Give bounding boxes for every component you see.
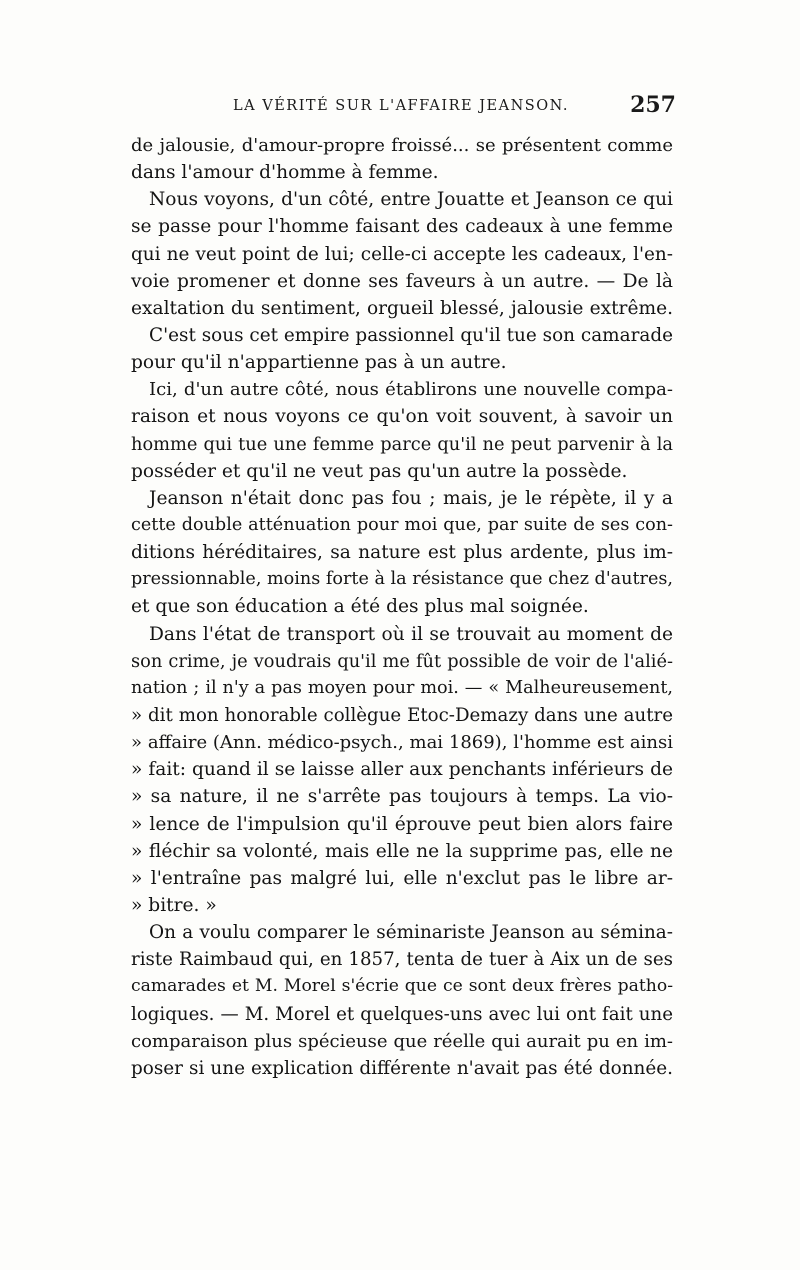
- text-line: cette double atténuation pour moi que, par suite de ses con-: [131, 514, 673, 535]
- text-line: » dit mon honorable collègue Etoc-Demazy dans une autre: [131, 704, 673, 726]
- text-line: camarades et M. Morel s'écrie que ce sont deux frères patho-: [131, 976, 673, 997]
- running-title: LA VÉRITÉ SUR L'AFFAIRE JEANSON.: [233, 98, 569, 114]
- text-line: qui ne veut point de lui; celle-ci accepte les cadeaux, l'en-: [131, 243, 673, 265]
- page-number: 257: [630, 92, 676, 118]
- text-line: » lence de l'impulsion qu'il éprouve peut bien alors faire: [131, 813, 673, 835]
- text-line: » fait: quand il se laisse aller aux penchants inférieurs de: [131, 759, 673, 781]
- text-line: se passe pour l'homme faisant des cadeaux à une femme: [131, 216, 673, 238]
- text-line: C'est sous cet empire passionnel qu'il tue son camarade: [149, 324, 673, 346]
- text-line: pressionnable, moins forte à la résistance que chez d'autres,: [131, 569, 673, 590]
- text-line: Dans l'état de transport où il se trouvait au moment de: [149, 623, 673, 645]
- running-header: [130, 92, 676, 122]
- text-line: nation ; il n'y a pas moyen pour moi. — « Malheureusement,: [131, 677, 673, 698]
- text-line: comparaison plus spécieuse que réelle qui aurait pu en im-: [131, 1030, 673, 1052]
- text-line: » bitre. »: [131, 894, 217, 916]
- text-line: raison et nous voyons ce qu'on voit souvent, à savoir un: [131, 406, 673, 428]
- text-line: posséder et qu'il ne veut pas qu'un autre la possède.: [131, 460, 628, 482]
- text-line: Ici, d'un autre côté, nous établirons une nouvelle compa-: [149, 379, 673, 401]
- text-line: son crime, je voudrais qu'il me fût possible de voir de l'alié-: [131, 650, 673, 672]
- body-text: [131, 132, 673, 1082]
- text-line: voie promener et donne ses faveurs à un autre. — De là: [131, 270, 673, 292]
- text-line: On a voulu comparer le séminariste Jeanson au sémina-: [149, 922, 673, 944]
- text-line: de jalousie, d'amour-propre froissé... se présentent comme: [131, 135, 673, 156]
- text-line: et que son éducation a été des plus mal soignée.: [131, 596, 589, 618]
- text-line: » affaire (Ann. médico-psych., mai 1869), l'homme est ainsi: [131, 732, 673, 754]
- text-line: riste Raimbaud qui, en 1857, tenta de tuer à Aix un de ses: [131, 949, 673, 971]
- text-line: pour qu'il n'appartienne pas à un autre.: [131, 352, 507, 374]
- text-line: Jeanson n'était donc pas fou ; mais, je le répète, il y a: [149, 487, 673, 509]
- text-line: » sa nature, il ne s'arrête pas toujours à temps. La vio-: [131, 786, 673, 808]
- text-line: logiques. — M. Morel et quelques-uns avec lui ont fait une: [131, 1003, 673, 1025]
- text-line: Nous voyons, d'un côté, entre Jouatte et Jeanson ce qui: [149, 189, 673, 211]
- text-line: ditions héréditaires, sa nature est plus ardente, plus im-: [131, 542, 673, 564]
- text-line: exaltation du sentiment, orgueil blessé, jalousie extrême.: [131, 297, 673, 319]
- text-line: dans l'amour d'homme à femme.: [131, 162, 439, 184]
- text-line: poser si une explication différente n'avait pas été donnée.: [131, 1057, 673, 1079]
- text-line: » l'entraîne pas malgré lui, elle n'exclut pas le libre ar-: [131, 867, 673, 889]
- text-line: homme qui tue une femme parce qu'il ne peut parvenir à la: [131, 433, 673, 455]
- text-line: » fléchir sa volonté, mais elle ne la supprime pas, elle ne: [131, 840, 673, 862]
